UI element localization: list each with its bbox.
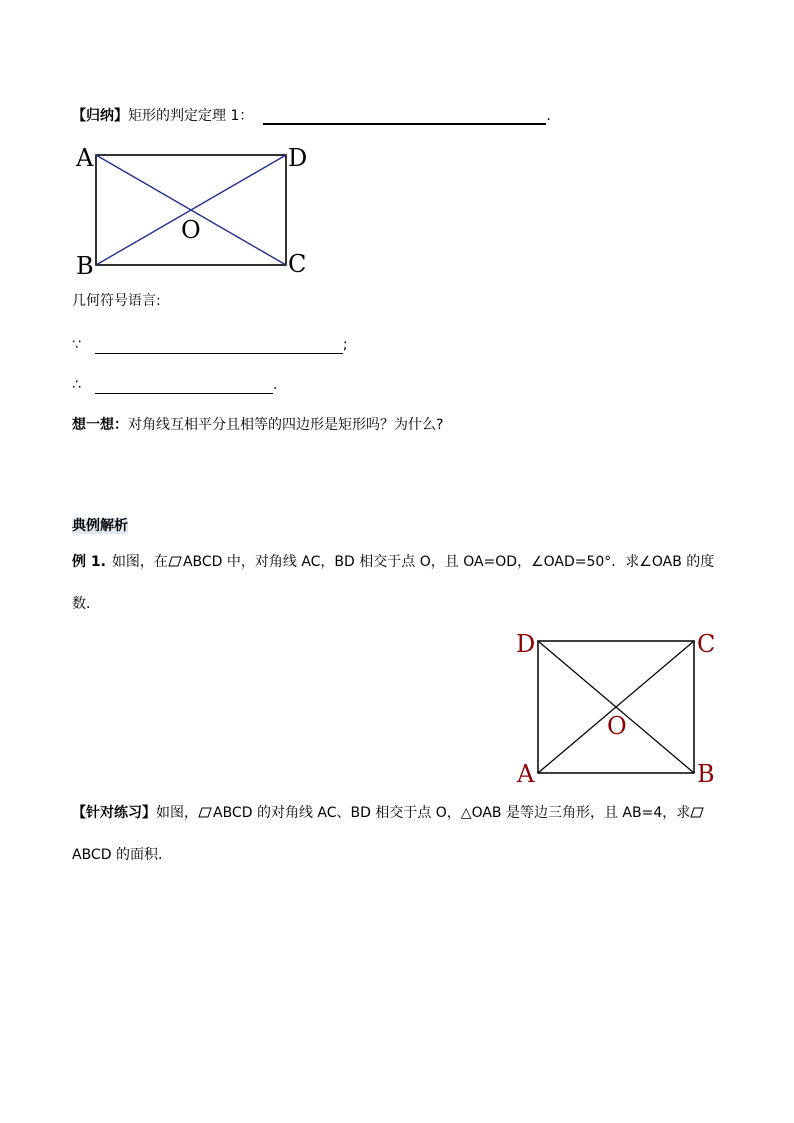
summary-end: . (546, 108, 551, 124)
fig1-label-c: C (288, 250, 307, 278)
because-line (72, 336, 348, 354)
example1-line-1 (72, 553, 714, 571)
therefore-line (72, 376, 277, 394)
parallelogram-icon (690, 807, 704, 818)
practice-text-b: ABCD 的对角线 AC、BD 相交于点 O，△OAB 是等边三角形，且 AB=4，求 (213, 805, 691, 821)
example1-text-a: 如图，在 (111, 554, 168, 570)
practice-line-2 (72, 846, 162, 864)
because-blank[interactable] (95, 353, 343, 354)
section-title-text: 典例解析 (72, 518, 128, 534)
practice-line-1 (72, 804, 705, 822)
because-symbol: ∵ (72, 337, 81, 353)
fig1-label-b: B (76, 252, 94, 280)
fig1-label-d: D (288, 144, 308, 172)
therefore-symbol: ∴ (72, 377, 81, 393)
summary-text: 矩形的判定定理 1： (128, 108, 254, 124)
therefore-end: . (272, 377, 278, 393)
summary-line (72, 107, 551, 125)
summary-blank[interactable] (263, 123, 546, 125)
fig2-label-a: A (517, 760, 535, 788)
example1-prefix: 例 1. (72, 554, 106, 570)
practice-text-a: 如图， (156, 805, 198, 821)
section-title (72, 517, 128, 535)
symbols-title: 几何符号语言: (72, 293, 161, 309)
figure-1-rectangle-diagram (70, 138, 320, 283)
summary-prefix: 【归纳】 (72, 108, 128, 124)
fig2-label-c: C (697, 630, 716, 658)
think-line (72, 416, 443, 434)
example1-text-b: ABCD 中，对角线 AC，BD 相交于点 O，且 OA=OD，∠OAD=50°．求∠OAB 的度 (182, 554, 715, 570)
example1-text-c: 数． (72, 596, 100, 612)
fig1-label-o: O (181, 216, 201, 244)
practice-text-c: ABCD 的面积. (72, 847, 163, 863)
think-prefix: 想一想： (72, 417, 128, 433)
fig2-label-o: O (607, 712, 627, 740)
therefore-blank[interactable] (95, 393, 273, 394)
fig2-label-d: D (516, 630, 536, 658)
fig2-label-b: B (697, 760, 715, 788)
parallelogram-icon (168, 556, 182, 567)
example1-line-2 (72, 595, 100, 613)
practice-prefix: 【针对练习】 (72, 805, 156, 821)
figure-2-rectangle-diagram (508, 626, 730, 791)
think-text: 对角线互相平分且相等的四边形是矩形吗？为什么? (128, 417, 444, 433)
because-end: ; (342, 337, 348, 353)
fig1-label-a: A (76, 144, 94, 172)
parallelogram-icon (198, 807, 212, 818)
